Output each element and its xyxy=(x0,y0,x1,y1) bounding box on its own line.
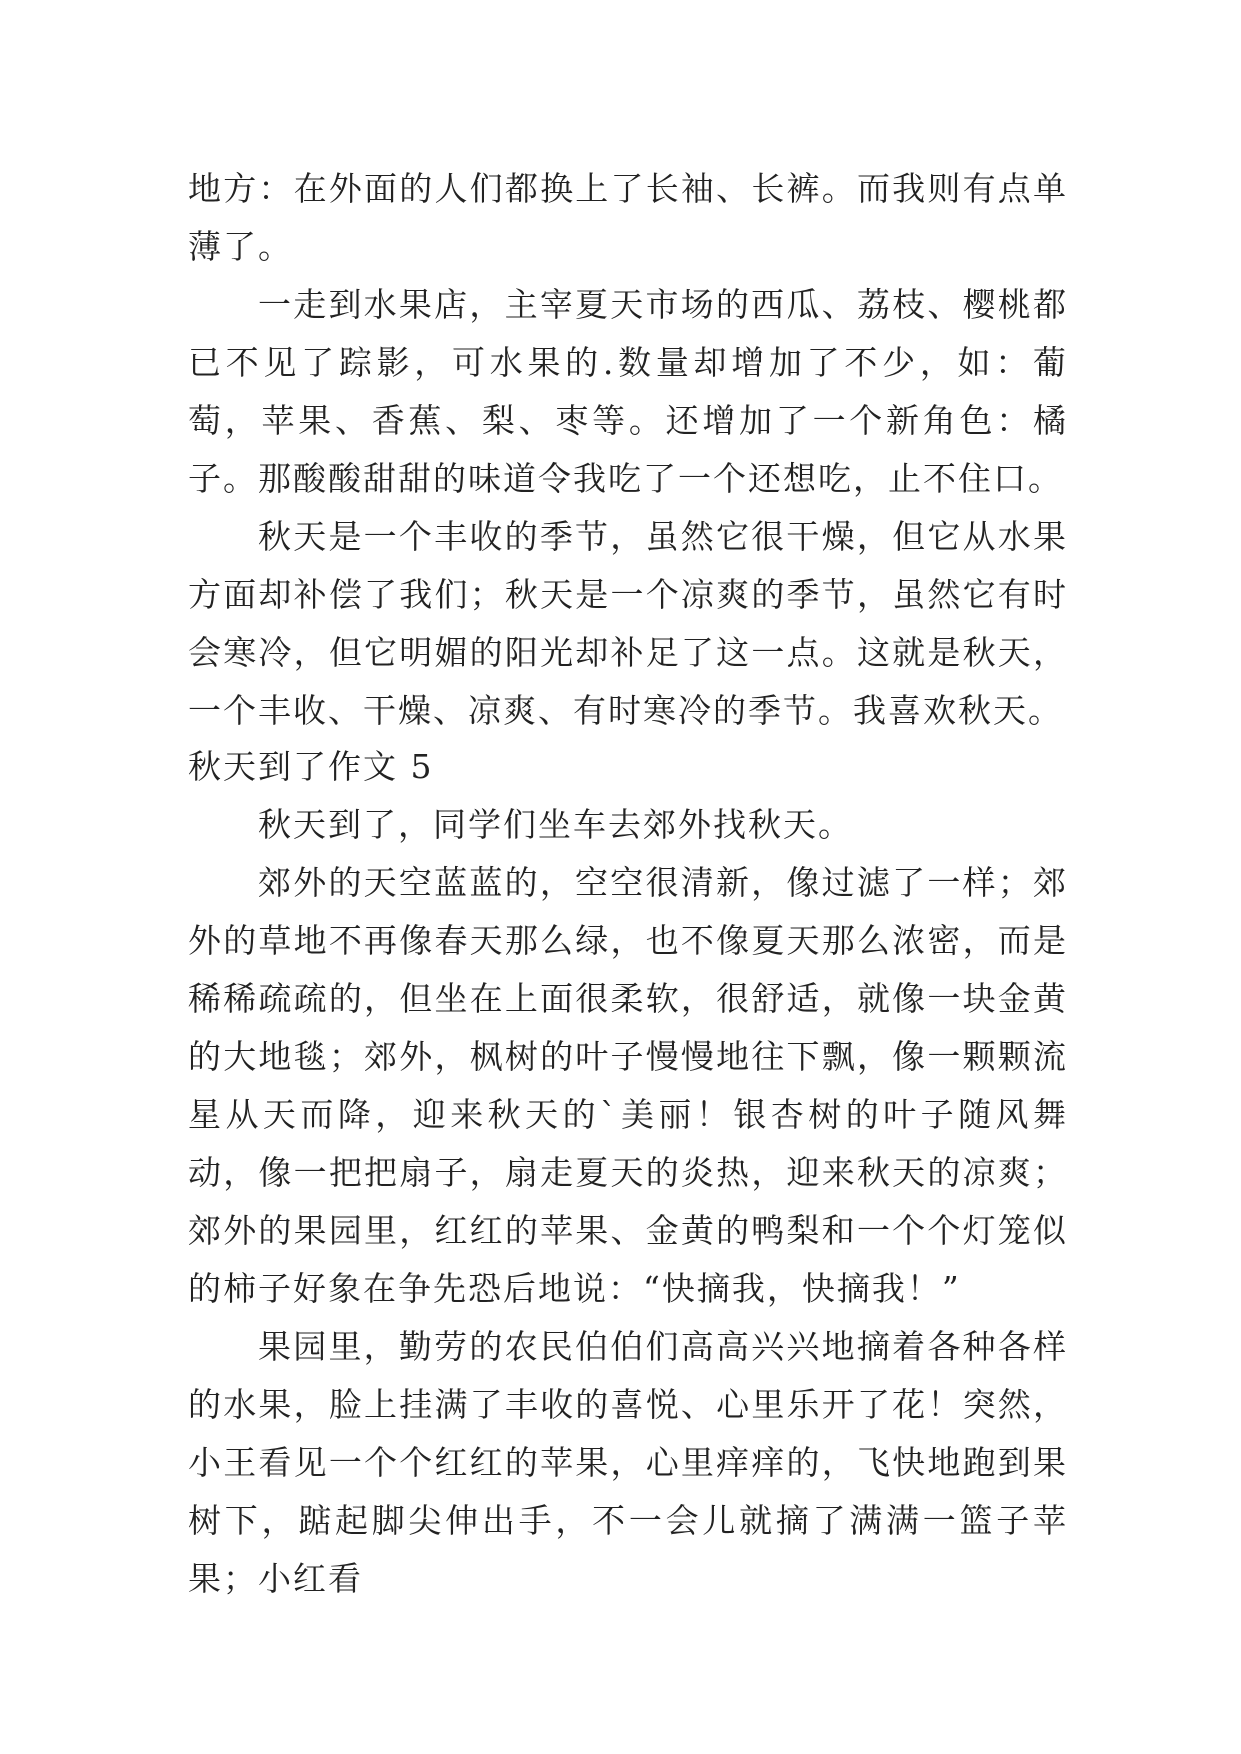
document-body xyxy=(188,160,1068,1608)
paragraph-continuation: 地方：在外面的人们都换上了长袖、长裤。而我则有点单薄了。 xyxy=(188,169,1068,266)
paragraph-essay-intro: 秋天到了，同学们坐车去郊外找秋天。 xyxy=(258,805,853,844)
paragraph-fruit-shop: 一走到水果店，主宰夏天市场的西瓜、荔枝、樱桃都已不见了踪影，可水果的.数量却增加了不少，如：葡萄，苹果、香蕉、梨、枣等。还增加了一个新角色：橘子。那酸酸甜甜的味道令我吃了一个还想吃，止不住口。 xyxy=(188,285,1068,498)
paragraph-essay-outskirts: 郊外的天空蓝蓝的，空空很清新，像过滤了一样；郊外的草地不再像春天那么绿，也不像夏天那么浓密，而是稀稀疏疏的，但坐在上面很柔软，很舒适，就像一块金黄的大地毯；郊外，枫树的叶子慢慢地往下飘，像一颗颗流星从天而降，迎来秋天的`美丽！银杏树的叶子随风舞动，像一把把扇子，扇走夏天的炎热，迎来秋天的凉爽；郊外的果园里，红红的苹果、金黄的鸭梨和一个个灯笼似的柿子好象在争先恐后地说：“快摘我，快摘我！” xyxy=(188,863,1068,1308)
paragraph-autumn-summary: 秋天是一个丰收的季节，虽然它很干燥，但它从水果方面却补偿了我们；秋天是一个凉爽的季节，虽然它有时会寒冷，但它明媚的阳光却补足了这一点。这就是秋天，一个丰收、干燥、凉爽、有时寒冷的季节。我喜欢秋天。 xyxy=(188,517,1068,730)
essay-heading: 秋天到了作文 5 xyxy=(188,747,434,786)
paragraph-essay-orchard: 果园里，勤劳的农民伯伯们高高兴兴地摘着各种各样的水果，脸上挂满了丰收的喜悦、心里乐开了花！突然，小王看见一个个红红的苹果，心里痒痒的，飞快地跑到果树下，踮起脚尖伸出手，不一会儿就摘了满满一篮子苹果；小红看 xyxy=(188,1327,1068,1598)
